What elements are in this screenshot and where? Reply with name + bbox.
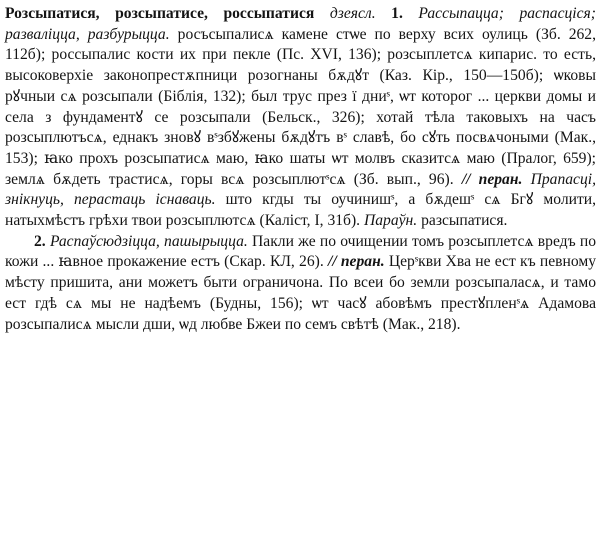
sense-1-figurative-label: // перан. xyxy=(461,170,523,188)
sense-2-gloss: Распаўсюдзіцца, пашырыцца. xyxy=(49,232,248,250)
sense-1-gloss: Рассыпацца; распасціся; разваліцца, разбурыцца. xyxy=(5,5,596,43)
sense-1-number: 1. xyxy=(391,5,403,22)
sense-2-figurative-citations: Церˢкви Хва не ест къ певному мѣсту пришита, ани можетъ быти ограничона. По всеи бо земли розсыпаласѧ, и тамо ест гдѣ сѧ мы не надѣемъ (Будны, 156); ѡт часꙋ абовѣмъ престꙋпленˢѧ Адамова розсыпалисѧ мысли дши, ѡд любве Бжеи по семъ свѣтѣ (Мак., 218). xyxy=(5,253,596,333)
sense-1-citations: росъсыпалисѧ камене стѡе по верху всих оулиць (Зб. 262, 112б); россыпалис кости их при пекле (Пс. XVI, 136); розсыплетсѧ кипарис. то есть, высоковерхіе законопрестѫпници розогнаны бѫдꙋт (Каз. Кір., 150—150б); ѡковы рꙋчныи сѧ розсыпали (Біблія, 132); был трус през ї дниˢ, ѡт которог ... церкви домы и села з фундаментꙋ се розсыпали (Бельск., 326); хотай тѣла таковыхъ на часъ розсыплютъсѧ, еднакъ зновꙋ вˢзбꙋжены бѫдꙋтъ вˢ славѣ, бо сꙋть посвѧчоными (Мак., 153); ꙗко прохъ розсыпатисѧ маю, ꙗко шаты ѡт молвъ сказитсѧ маю (Пралог, 659); землѧ бѫдеть трастисѧ, горы всѧ розсыплютˢсѧ (Зб. вып., 96). xyxy=(5,25,597,188)
compare-word: разсыпатися. xyxy=(421,212,508,230)
sense-1-figurative-gloss: Прапасці, знікнуць, перастаць існаваць. xyxy=(5,170,596,209)
sense-2-number: 2. xyxy=(34,232,46,250)
sense-2-citations: Пакли же по очищении томъ розсыплетсѧ вредъ по кожи ... ꙗвное прокажение естъ (Скар. КЛ, 26). xyxy=(5,232,597,271)
headword: Розсыпатися, розсыпатисе, россыпатися xyxy=(5,5,315,22)
sense-1-figurative-citations: што кгды ты оучинишˢ, а бѫдешˢ сѧ Бгꙋ молити, натыхмѣстъ грѣхи твои розсыплютсѧ (Каліст, I, 31б). xyxy=(5,191,597,230)
sense-2-figurative-label: // перан. xyxy=(327,253,385,271)
compare-label: Параўн. xyxy=(363,212,418,230)
sense-1-paragraph xyxy=(5,4,596,232)
sense-2-paragraph xyxy=(5,232,596,336)
part-of-speech: дзеясл. xyxy=(329,5,376,22)
